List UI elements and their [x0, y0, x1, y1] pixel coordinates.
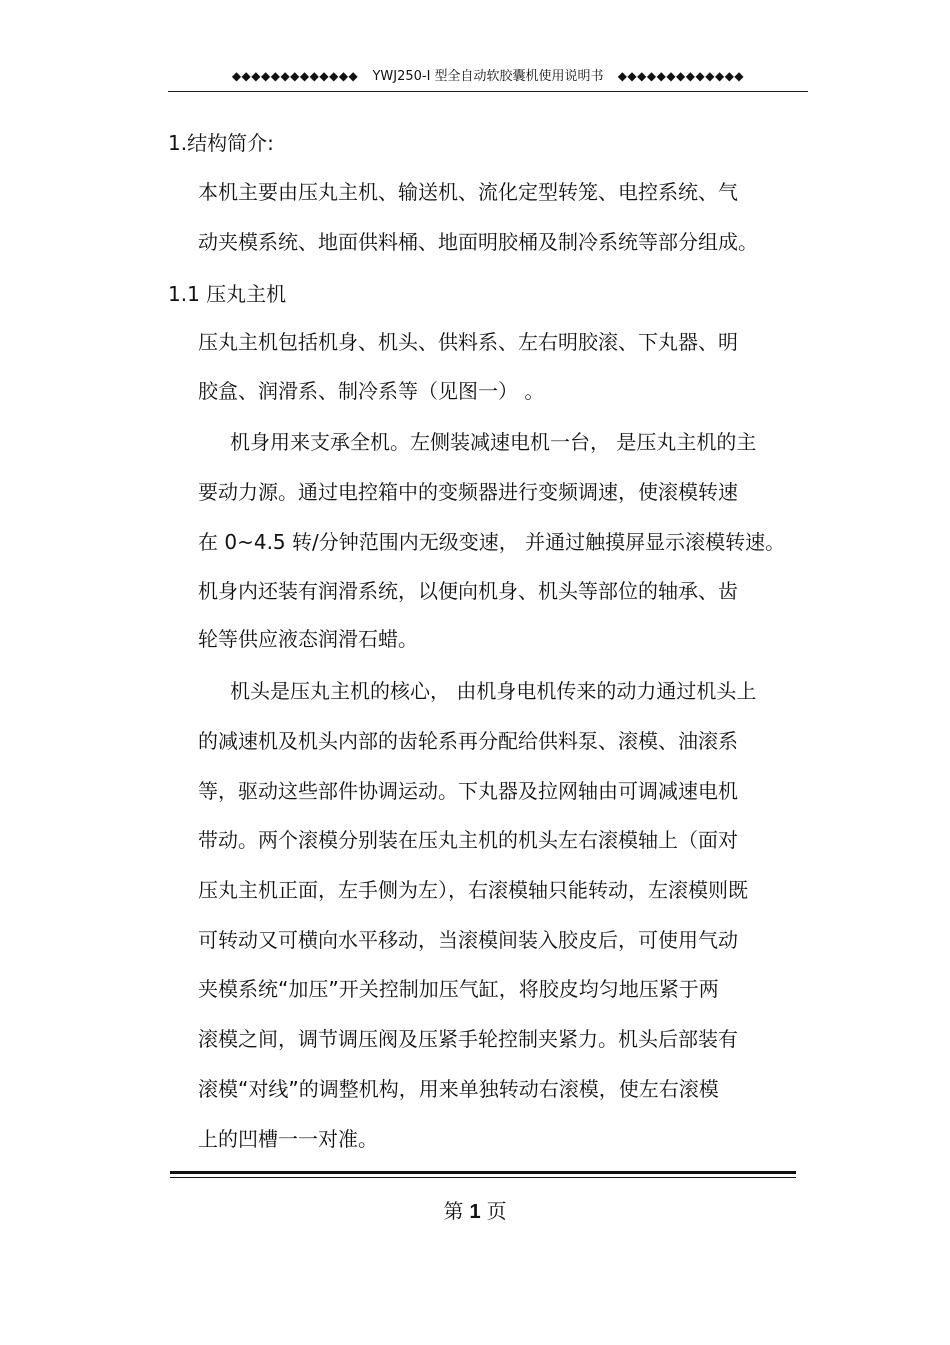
- body-text-line: 等，驱动这些部件协调运动。下丸器及拉网轴由可调减速电机: [198, 779, 738, 803]
- header-divider: [168, 91, 808, 92]
- body-text-line: 动夹模系统、地面供料桶、地面明胶桶及制冷系统等部分组成。: [198, 230, 758, 254]
- body-text-line: 滚模“对线”的调整机构，用来单独转动右滚模，使左右滚模: [198, 1077, 719, 1101]
- section-heading-press-main: 1.1 压丸主机: [168, 282, 287, 306]
- section-heading-structure: 1.结构简介:: [168, 131, 274, 155]
- footer-divider-thin: [170, 1177, 796, 1178]
- page-number-value: 1: [469, 1201, 481, 1223]
- header-diamonds-right: ◆◆◆◆◆◆◆◆◆◆◆◆◆: [617, 69, 745, 83]
- body-text-line: 压丸主机正面，左手侧为左），右滚模轴只能转动，左滚模则既: [198, 878, 748, 902]
- body-text-line: 带动。两个滚模分别装在压丸主机的机头左右滚模轴上（面对: [198, 828, 738, 852]
- page-number: [0, 1197, 950, 1226]
- body-text-line: 本机主要由压丸主机、输送机、流化定型转笼、电控系统、气: [198, 180, 738, 204]
- body-text-line: 机身用来支承全机。左侧装减速电机一台， 是压丸主机的主: [230, 430, 757, 454]
- page-header: [168, 64, 808, 88]
- body-text-line: 机头是压丸主机的核心， 由机身电机传来的动力通过机头上: [230, 679, 757, 703]
- body-text-line: 机身内还装有润滑系统，以便向机身、机头等部位的轴承、齿: [198, 579, 738, 603]
- body-text-line: 上的凹槽一一对准。: [198, 1127, 378, 1151]
- body-text-line: 的减速机及机头内部的齿轮系再分配给供料泵、滚模、油滚系: [198, 729, 738, 753]
- footer-divider-thick: [170, 1171, 796, 1174]
- header-title: YWJ250-I 型全自动软胶囊机使用说明书: [372, 69, 604, 84]
- page-number-prefix: 第: [443, 1199, 464, 1223]
- header-diamonds-left: ◆◆◆◆◆◆◆◆◆◆◆◆◆: [231, 69, 359, 83]
- body-text-line: 夹模系统“加压”开关控制加压气缸，将胶皮均匀地压紧于两: [198, 977, 719, 1001]
- body-text-line: 压丸主机包括机身、机头、供料系、左右明胶滚、下丸器、明: [198, 330, 738, 354]
- body-text-line: 可转动又可横向水平移动，当滚模间装入胶皮后，可使用气动: [198, 928, 738, 952]
- body-text-line: 轮等供应液态润滑石蜡。: [198, 627, 418, 651]
- body-text-line: 在 0~4.5 转/分钟范围内无级变速， 并通过触摸屏显示滚模转速。: [198, 530, 786, 554]
- page-number-suffix: 页: [486, 1199, 507, 1223]
- body-text-line: 胶盒、润滑系、制冷系等（见图一） 。: [198, 379, 545, 403]
- body-text-line: 要动力源。通过电控箱中的变频器进行变频调速，使滚模转速: [198, 480, 738, 504]
- body-text-line: 滚模之间，调节调压阀及压紧手轮控制夹紧力。机头后部装有: [198, 1027, 738, 1051]
